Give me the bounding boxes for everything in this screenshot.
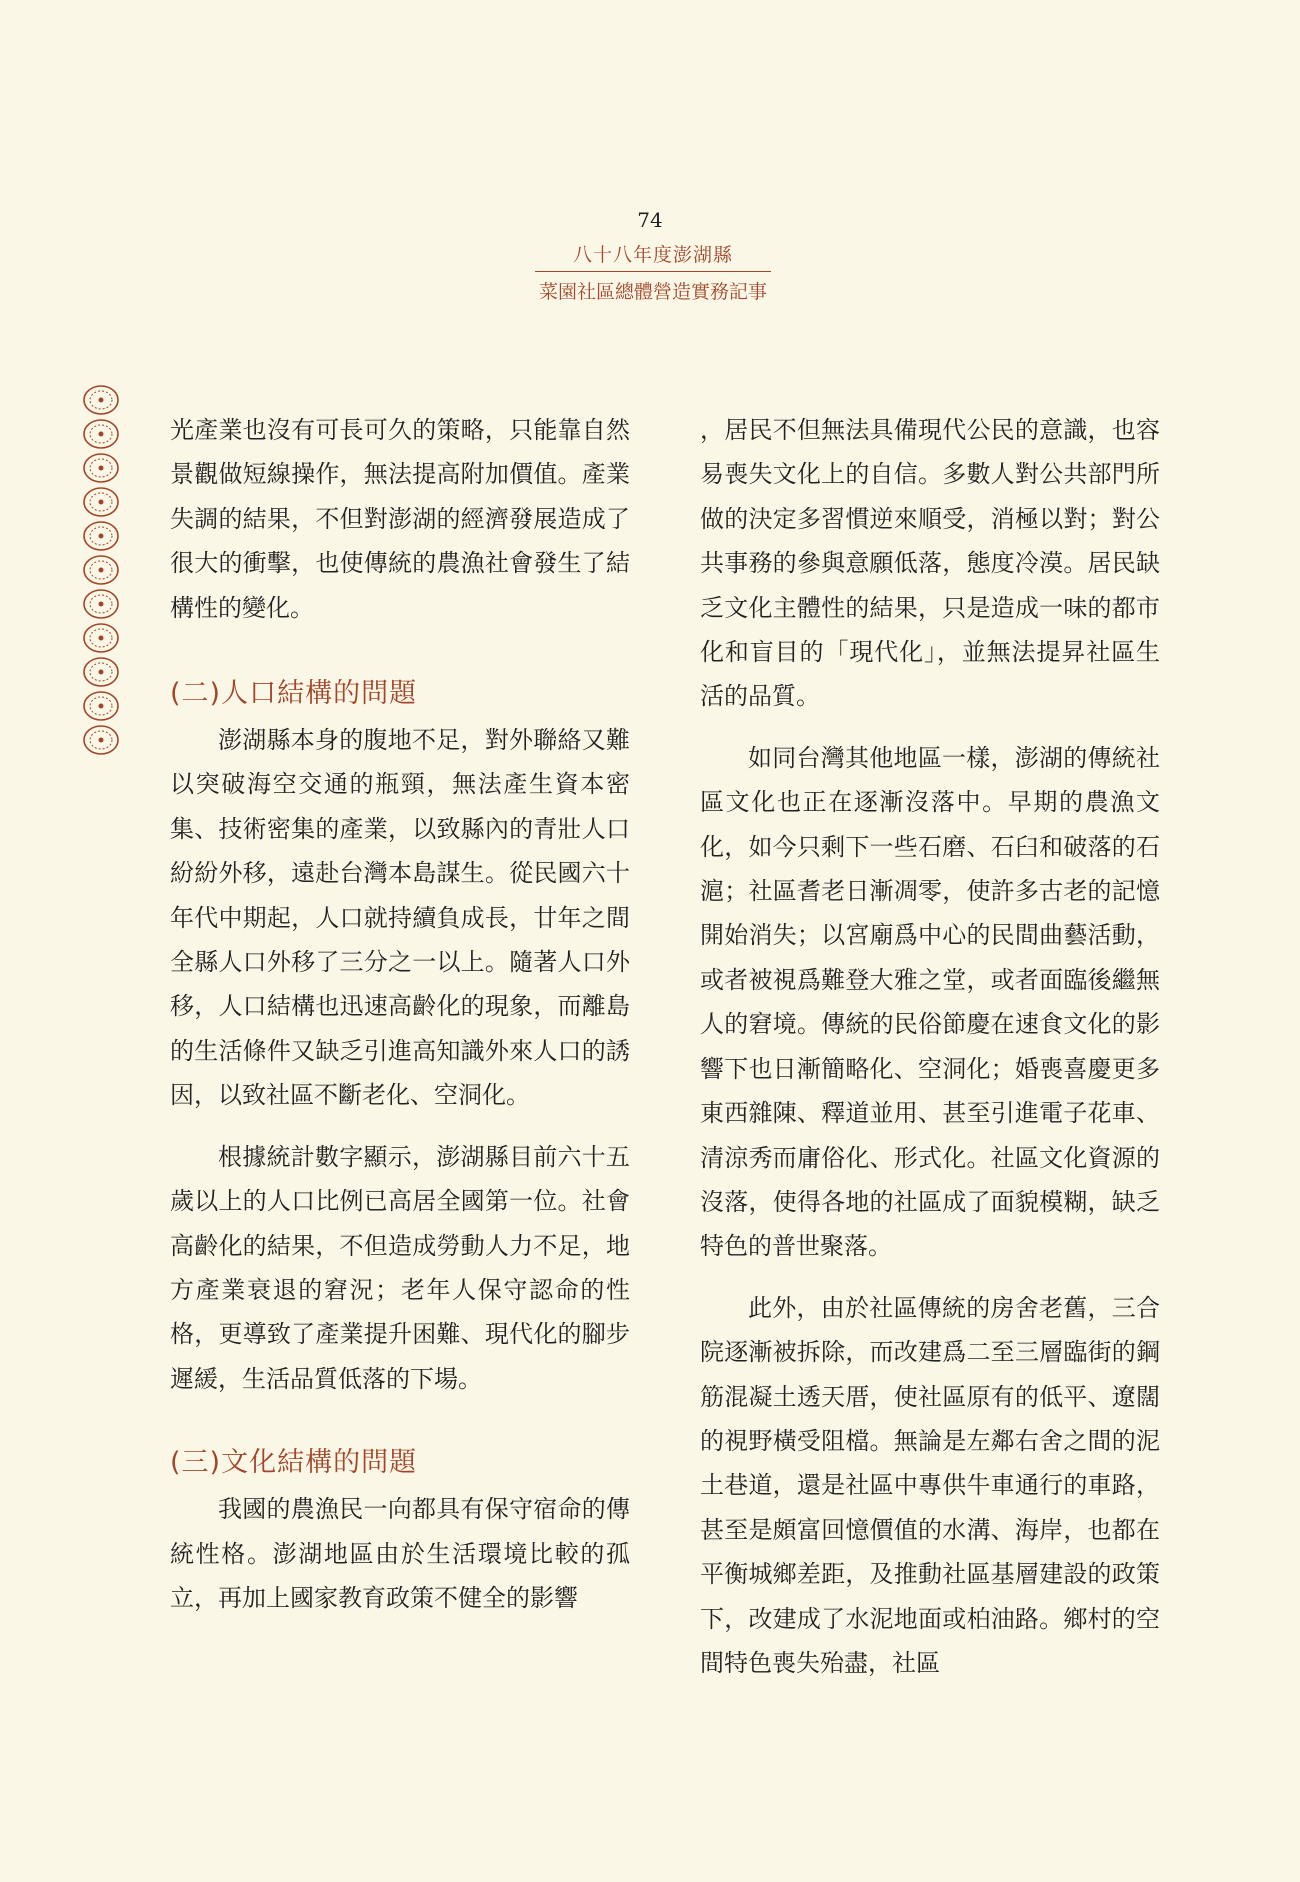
running-header xyxy=(535,240,771,304)
section-heading-population: (二)人口結構的問題 xyxy=(170,678,418,710)
margin-ornament xyxy=(82,384,120,756)
intro-paragraph: 光產業也沒有可長可久的策略，只能靠自然景觀做短線操作，無法提高附加價值。產業失調的結果，不但對澎湖的經濟發展造成了很大的衝擊，也使傳統的農漁社會發生了結構性的變化。 xyxy=(170,416,630,622)
culture-paragraph-continued: ，居民不但無法具備現代公民的意識，也容易喪失文化上的自信。多數人對公共部門所做的決定多習慣逆來順受，消極以對；對公共事務的參與意願低落，態度冷漠。居民缺乏文化主體性的結果，只是造成一味的都市化和盲目的「現代化」，並無法提昇社區生活的品質。 xyxy=(700,416,1160,711)
ornament-oval-icon xyxy=(82,384,120,416)
ornament-oval-icon xyxy=(82,486,120,518)
header-title-line1: 八十八年度澎湖縣 xyxy=(572,244,733,266)
right-column xyxy=(700,408,1160,1685)
culture-paragraph-3: 此外，由於社區傳統的房舍老舊，三合院逐漸被拆除，而改建爲二至三層臨街的鋼筋混凝土透天厝，使社區原有的低平、遼闊的視野橫受阻檔。無論是左鄰右舍之間的泥土巷道，還是社區中專供牛車通行的車路，甚至是頗富回憶價值的水溝、海岸，也都在平衡城鄉差距，及推動社區基層建設的政策下，改建成了水泥地面或柏油路。鄉村的空間特色喪失殆盡，社區 xyxy=(700,1293,1160,1677)
ornament-oval-icon xyxy=(82,724,120,756)
page-number: 74 xyxy=(637,208,663,232)
left-column xyxy=(170,408,630,1620)
culture-paragraph-1: 我國的農漁民一向都具有保守宿命的傳統性格。澎湖地區由於生活環境比較的孤立，再加上國家教育政策不健全的影響 xyxy=(170,1495,630,1612)
population-paragraph-1: 澎湖縣本身的腹地不足，對外聯絡又難以突破海空交通的瓶頸，無法產生資本密集、技術密集的產業，以致縣內的青壯人口紛紛外移，遠赴台灣本島謀生。從民國六十年代中期起，人口就持續負成長，廿年之間全縣人口外移了三分之一以上。隨著人口外移，人口結構也迅速高齡化的現象，而離島的生活條件又缺乏引進高知識外來人口的誘因，以致社區不斷老化、空洞化。 xyxy=(170,726,630,1110)
header-divider xyxy=(535,271,771,272)
header-title-line2: 菜園社區總體營造實務記事 xyxy=(538,281,767,303)
ornament-oval-icon xyxy=(82,554,120,586)
ornament-oval-icon xyxy=(82,622,120,654)
ornament-oval-icon xyxy=(82,520,120,552)
population-paragraph-2: 根據統計數字顯示，澎湖縣目前六十五歲以上的人口比例已高居全國第一位。社會高齡化的結果，不但造成勞動人力不足，地方產業衰退的窘況；老年人保守認命的性格，更導致了產業提升困難、現代化的腳步遲緩，生活品質低落的下場。 xyxy=(170,1142,630,1393)
section-heading-culture: (三)文化結構的問題 xyxy=(170,1447,418,1479)
ornament-oval-icon xyxy=(82,588,120,620)
ornament-oval-icon xyxy=(82,418,120,450)
ornament-oval-icon xyxy=(82,452,120,484)
culture-paragraph-2: 如同台灣其他地區一樣，澎湖的傳統社區文化也正在逐漸沒落中。早期的農漁文化，如今只剩下一些石磨、石臼和破落的石滬；社區耆老日漸凋零，使許多古老的記憶開始消失；以宮廟爲中心的民間曲藝活動，或者被視爲難登大雅之堂，或者面臨後繼無人的窘境。傳統的民俗節慶在速食文化的影響下也日漸簡略化、空洞化；婚喪喜慶更多東西雜陳、釋道並用、甚至引進電子花車、清涼秀而庸俗化、形式化。社區文化資源的沒落，使得各地的社區成了面貌模糊，缺乏特色的普世聚落。 xyxy=(700,743,1160,1261)
ornament-oval-icon xyxy=(82,656,120,688)
ornament-oval-icon xyxy=(82,690,120,722)
